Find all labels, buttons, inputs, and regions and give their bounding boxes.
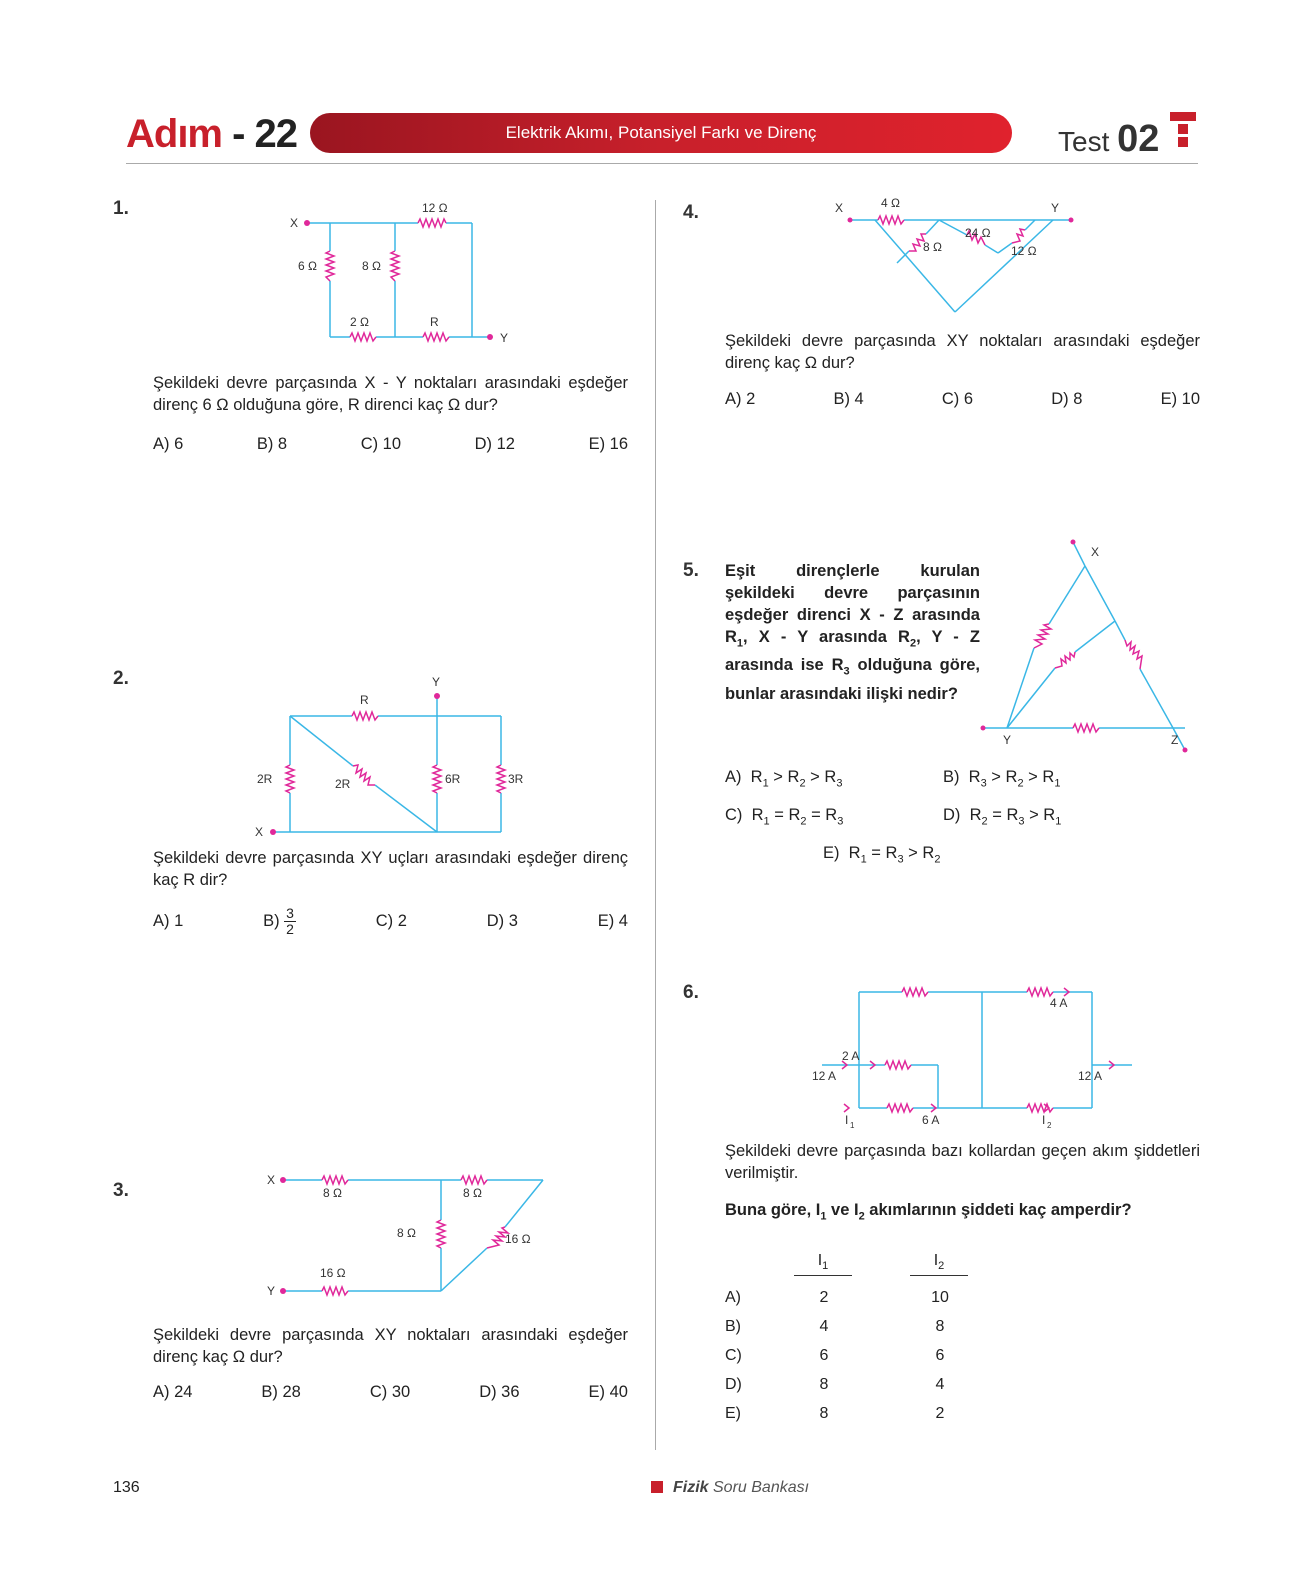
- q6-option-d[interactable]: [725, 1370, 969, 1399]
- q6-label-i2: I: [1042, 1113, 1046, 1127]
- q4-label-4ohm: 4 Ω: [881, 196, 900, 210]
- q3-option-b[interactable]: B) 28: [261, 1383, 301, 1401]
- q1-option-e[interactable]: E) 16: [588, 435, 628, 453]
- q4-options: [725, 390, 1200, 409]
- q2-option-b[interactable]: [263, 906, 296, 937]
- q1-text: Şekildeki devre parçasında X - Y noktaları arasındaki eşdeğer direnç 6 Ω olduğuna göre, R direnci kaç Ω dur?: [153, 374, 628, 414]
- q1-label-x: X: [290, 216, 299, 230]
- q2-option-e[interactable]: E) 4: [597, 912, 628, 930]
- q4-label-12ohm: 12 Ω: [1011, 244, 1037, 258]
- q6-question-part: akımlarının şiddeti kaç amperdir?: [864, 1201, 1132, 1219]
- q6-option-i1: 2: [819, 1288, 829, 1306]
- q3-option-e[interactable]: E) 40: [588, 1383, 628, 1401]
- q6-option-c[interactable]: [725, 1341, 969, 1370]
- q3-label-8ohm-b: 8 Ω: [463, 1186, 482, 1200]
- q2-option-d[interactable]: D) 3: [486, 912, 518, 930]
- q2-text: Şekildeki devre parçasında XY uçları arasındaki eşdeğer direnç kaç R dir?: [153, 849, 628, 889]
- q5-text-part: olduğuna göre, bunlar arasındaki ilişki nedir?: [725, 656, 980, 703]
- q5-label-y: Y: [1003, 733, 1012, 747]
- q2-options: [153, 906, 628, 937]
- q3-number: 3.: [113, 1180, 129, 1201]
- q5-option-letter: C): [725, 806, 743, 824]
- q3-label-16ohm-b: 16 Ω: [320, 1266, 346, 1280]
- q2-label-x: X: [255, 825, 264, 839]
- q6-label-12a-in: 12 A: [812, 1069, 837, 1083]
- q6-col-header-text: I: [817, 1252, 823, 1269]
- q6-question-sub: 2: [858, 1210, 865, 1223]
- q2-option-b-numerator: 3: [286, 905, 294, 921]
- q1-label-2ohm: 2 Ω: [350, 315, 369, 329]
- chapter-banner: [310, 113, 1012, 153]
- q6-option-i2: 2: [935, 1404, 945, 1422]
- q5-text: [725, 560, 980, 705]
- q2-option-b-letter: B): [263, 911, 280, 930]
- q3-option-c[interactable]: C) 30: [369, 1383, 411, 1401]
- q3-label-y: Y: [267, 1284, 276, 1298]
- q5-option-letter: D): [943, 806, 961, 824]
- q2-number: 2.: [113, 668, 129, 689]
- q6-col-i1-header: [794, 1252, 852, 1276]
- q6-option-letter: C): [725, 1346, 742, 1364]
- q3-label-x: X: [267, 1173, 276, 1187]
- q4-label-24ohm: 24 Ω: [965, 226, 991, 240]
- footer-book-title: Soru Bankası: [708, 1479, 810, 1496]
- q2-label-2r-diag: 2R: [335, 777, 351, 791]
- q6-col-header-text: I: [933, 1252, 939, 1269]
- q6-label-i1-sub: 1: [850, 1121, 855, 1130]
- q4-option-e[interactable]: E) 10: [1160, 390, 1200, 408]
- q6-option-e[interactable]: [725, 1399, 969, 1428]
- q2-option-a[interactable]: A) 1: [153, 912, 184, 930]
- q4-label-y: Y: [1051, 201, 1060, 215]
- q3-circuit: [265, 1165, 545, 1305]
- q2-option-b-denominator: 2: [286, 921, 294, 937]
- q5-text-part: , X - Y arasında R: [743, 628, 910, 646]
- q1-label-6ohm: 6 Ω: [298, 259, 317, 273]
- q4-circuit: [835, 196, 1085, 321]
- q3-options: [153, 1383, 628, 1402]
- q5-option-d[interactable]: D) $R_2 = R_3 > R_1$: [943, 806, 1062, 828]
- q3-text: Şekildeki devre parçasında XY noktaları arasındaki eşdeğer direnç kaç Ω dur?: [153, 1326, 628, 1366]
- q5-option-e[interactable]: E) $R_1 = R_3 > R_2$: [823, 844, 941, 866]
- q6-option-letter: D): [725, 1375, 742, 1393]
- q6-option-i2: 4: [935, 1375, 945, 1393]
- test-word: Test: [1058, 126, 1110, 157]
- page-number: 136: [113, 1479, 140, 1496]
- q6-option-i1: 8: [819, 1375, 829, 1393]
- q1-label-8ohm: 8 Ω: [362, 259, 381, 273]
- q6-option-i1: 8: [819, 1404, 829, 1422]
- q1-number: 1.: [113, 198, 129, 219]
- q1-label-y: Y: [500, 331, 509, 345]
- q6-label-i2-sub: 2: [1047, 1121, 1052, 1130]
- q6-answer-table: [725, 1283, 969, 1428]
- q6-circuit: [812, 988, 1142, 1130]
- q3-label-16ohm-a: 16 Ω: [505, 1232, 531, 1246]
- step-number: - 22: [232, 112, 298, 156]
- q5-text-sub: 3: [843, 665, 850, 678]
- q2-label-6r: 6R: [445, 772, 461, 786]
- q4-option-c[interactable]: C) 6: [941, 390, 974, 408]
- q6-col-i2-header: [910, 1252, 968, 1276]
- q5-option-letter: A): [725, 768, 742, 786]
- footer-square-icon: [651, 1481, 663, 1493]
- q6-option-letter: A): [725, 1288, 741, 1306]
- q5-text-part: , Y - Z arasında ise R: [725, 628, 980, 675]
- q2-label-2r-left: 2R: [257, 772, 273, 786]
- column-divider: [655, 200, 656, 1450]
- q1-label-12ohm: 12 Ω: [422, 201, 448, 215]
- q1-label-r: R: [430, 315, 439, 329]
- q6-option-i2: 8: [935, 1317, 945, 1335]
- q1-circuit: [290, 196, 520, 356]
- brand-logo-icon: [1168, 110, 1198, 154]
- test-label: [1058, 118, 1159, 161]
- q6-option-a[interactable]: [725, 1283, 969, 1312]
- book-footer: [651, 1479, 809, 1497]
- q5-text-sub: 2: [909, 637, 917, 650]
- q6-question-sub: 1: [820, 1210, 827, 1223]
- q5-option-letter: B): [943, 768, 960, 786]
- q3-label-8ohm-a: 8 Ω: [323, 1186, 342, 1200]
- q6-question-part: Buna göre, I: [725, 1201, 821, 1219]
- q6-number: 6.: [683, 982, 699, 1003]
- q6-label-4a: 4 A: [1050, 996, 1068, 1010]
- q2-label-r: R: [360, 693, 369, 707]
- header-divider: [126, 163, 1198, 164]
- q6-question: [725, 1199, 1200, 1227]
- q5-option-a[interactable]: A) $R_1 > R_2 > R_3$: [725, 768, 843, 790]
- q6-option-b[interactable]: [725, 1312, 969, 1341]
- q6-col-header-sub: 1: [822, 1260, 829, 1273]
- q4-number: 4.: [683, 202, 699, 223]
- q1-option-b[interactable]: B) 8: [256, 435, 288, 453]
- chapter-title: Elektrik Akımı, Potansiyel Farkı ve Direnç: [505, 123, 817, 142]
- q5-circuit: [975, 538, 1205, 760]
- q1-option-d[interactable]: D) 12: [474, 435, 515, 453]
- q2-circuit: [255, 670, 525, 840]
- q6-option-letter: B): [725, 1317, 741, 1335]
- q5-number: 5.: [683, 560, 699, 581]
- q5-option-c[interactable]: C) $R_1 = R_2 = R_3$: [725, 806, 844, 828]
- q1-option-a[interactable]: A) 6: [153, 435, 184, 453]
- q2-option-c[interactable]: C) 2: [375, 912, 407, 930]
- q3-label-8ohm-c: 8 Ω: [397, 1226, 416, 1240]
- test-number: 02: [1117, 118, 1160, 160]
- step-label: Adım: [126, 112, 222, 156]
- q6-question-part: ve I: [826, 1201, 859, 1219]
- q1-option-c[interactable]: C) 10: [360, 435, 402, 453]
- q2-label-3r: 3R: [508, 772, 524, 786]
- footer-subject: Fizik: [673, 1479, 709, 1496]
- q5-label-x: X: [1091, 545, 1100, 559]
- q6-label-12a-out: 12 A: [1078, 1069, 1103, 1083]
- q4-option-b[interactable]: B) 4: [833, 390, 864, 408]
- q6-label-2a: 2 A: [842, 1049, 860, 1063]
- q4-label-8ohm: 8 Ω: [923, 240, 942, 254]
- q4-option-a[interactable]: A) 2: [725, 390, 756, 408]
- q5-label-z: Z: [1171, 733, 1179, 747]
- q6-option-i2: 10: [931, 1288, 949, 1306]
- q5-option-b[interactable]: B) $R_3 > R_2 > R_1$: [943, 768, 1061, 790]
- q6-col-header-sub: 2: [938, 1260, 945, 1273]
- q5-text-sub: 1: [736, 637, 744, 650]
- q6-option-i2: 6: [935, 1346, 945, 1364]
- q6-option-i1: 6: [819, 1346, 829, 1364]
- q5-option-letter: E): [823, 844, 840, 862]
- q2-option-b-fraction: [284, 906, 296, 937]
- q3-option-a[interactable]: A) 24: [153, 1383, 193, 1401]
- step-logo: [126, 112, 297, 157]
- q5-text-part: Eşit dirençlerle kurulan şekildeki devre parçasının eşdeğer direnci X - Z arasında R: [725, 562, 980, 646]
- q3-option-d[interactable]: D) 36: [479, 1383, 520, 1401]
- q6-option-letter: E): [725, 1404, 741, 1422]
- q6-option-i1: 4: [819, 1317, 829, 1335]
- q4-label-x: X: [835, 201, 844, 215]
- q2-label-y: Y: [432, 675, 441, 689]
- q4-option-d[interactable]: D) 8: [1051, 390, 1083, 408]
- q6-label-i1: I: [845, 1113, 849, 1127]
- q6-text: Şekildeki devre parçasında bazı kollardan geçen akım şiddetleri verilmiştir.: [725, 1142, 1200, 1182]
- q1-options: [153, 435, 628, 454]
- q6-label-6a: 6 A: [922, 1113, 940, 1127]
- q4-text: Şekildeki devre parçasında XY noktaları arasındaki eşdeğer direnç kaç Ω dur?: [725, 332, 1200, 372]
